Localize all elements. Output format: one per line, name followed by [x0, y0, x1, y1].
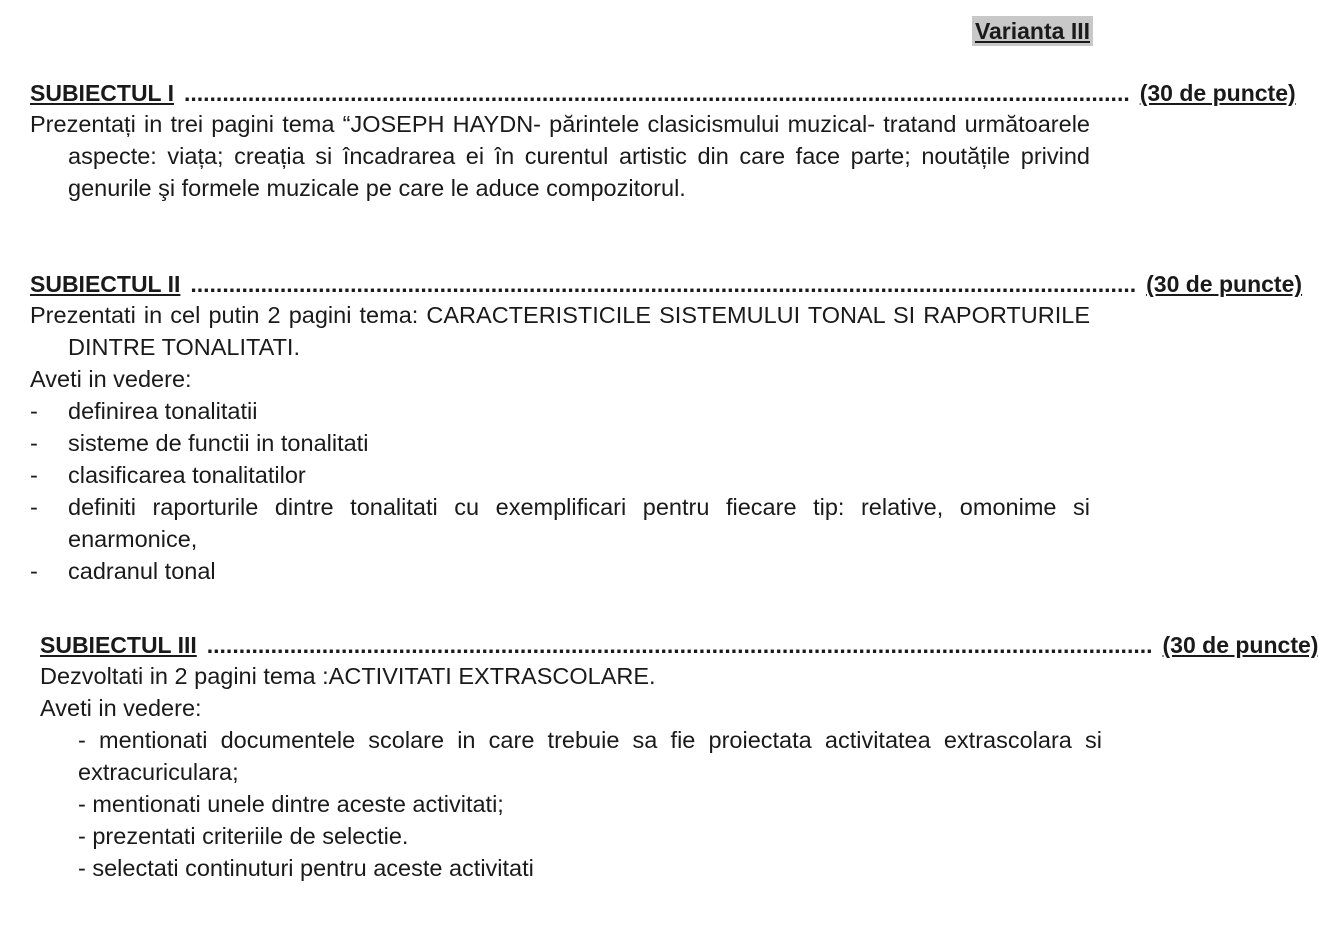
subject-2-section — [30, 269, 1303, 587]
subject-2-label: SUBIECTUL II — [30, 271, 181, 297]
list-item: - clasificarea tonalitatilor — [30, 462, 306, 488]
list-item: - definiti raporturile dintre tonalitati cu exemplificari pentru fiecare tip: relative, omonime si enarmonice, — [30, 494, 1090, 552]
variant-title: Varianta III — [972, 16, 1093, 46]
subject-2-intro: Aveti in vedere: — [30, 366, 192, 392]
subject-3-label: SUBIECTUL III — [40, 632, 197, 658]
subject-2-text: Prezentati in cel putin 2 pagini tema: CARACTERISTICILE SISTEMULUI TONAL SI RAPORTURILE DINTRE TONALITATI. — [30, 302, 1090, 360]
subject-3-intro: Aveti in vedere: — [40, 695, 202, 721]
list-item: - definirea tonalitatii — [30, 398, 258, 424]
list-item: - mentionati unele dintre aceste activitati; — [78, 791, 504, 817]
subject-1-heading — [30, 78, 1296, 108]
subject-1-text: Prezentați in trei pagini tema “JOSEPH HAYDN- părintele clasicismului muzical- tratand următoarele aspecte: viața; creația si încadrarea ei în curentul artistic din care face parte; noutățile privind genurile şi formele muzicale pe care le aduce compozitorul. — [30, 111, 1090, 201]
list-item: - mentionati documentele scolare in care trebuie sa fie proiectata activitatea extrascolara si extracuriculara; — [78, 727, 1102, 785]
subject-3-section — [40, 630, 1318, 884]
list-item: - cadranul tonal — [30, 558, 216, 584]
list-item: - selectati continuturi pentru aceste activitati — [78, 855, 534, 881]
subject-3-heading — [40, 630, 1318, 660]
subject-2-list — [30, 395, 1090, 587]
dot-leader: .................................................................................................................................................... — [183, 80, 1130, 106]
subject-3-list — [40, 724, 1102, 884]
list-item: - prezentati criteriile de selectie. — [78, 823, 409, 849]
dot-leader: .................................................................................................................................................... — [206, 632, 1153, 658]
subject-1-section — [30, 78, 1296, 204]
subject-3-text: Dezvoltati in 2 pagini tema :ACTIVITATI EXTRASCOLARE. — [40, 663, 656, 689]
subject-3-points: (30 de puncte) — [1162, 632, 1318, 658]
subject-1-label: SUBIECTUL I — [30, 80, 174, 106]
dot-leader: .................................................................................................................................................... — [190, 271, 1137, 297]
subject-2-heading — [30, 269, 1303, 299]
subject-1-points: (30 de puncte) — [1139, 80, 1296, 106]
list-item: - sisteme de functii in tonalitati — [30, 430, 369, 456]
subject-2-points: (30 de puncte) — [1146, 271, 1303, 297]
